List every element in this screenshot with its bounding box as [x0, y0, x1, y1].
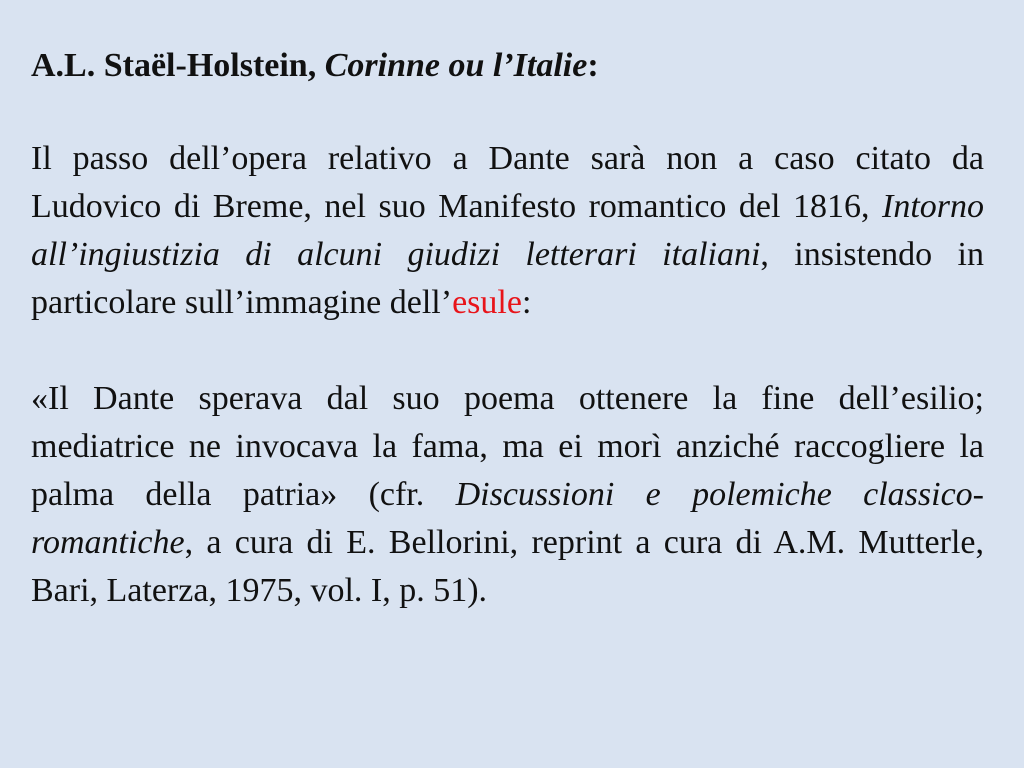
title-work: Corinne ou l’Italie: [324, 47, 588, 84]
slide-title: [31, 44, 984, 88]
paragraph1-text-b: , insistendo in particolare sull’immagine dell’: [31, 236, 984, 321]
quote-italic-source: Discussioni e polemiche classico-romantiche: [31, 476, 984, 561]
title-author: A.L. Staël-Holstein,: [31, 47, 317, 84]
paragraph1-text-a: Il passo dell’opera relativo a Dante sarà non a caso citato da Ludovico di Breme, nel suo Manifesto romantico del 1816,: [31, 140, 984, 225]
paragraph1-italic-title: Intorno all’ingiustizia di alcuni giudizi letterari italiani: [31, 188, 984, 273]
quote-text: «Il Dante sperava dal suo poema ottenere la fine dell’esilio; mediatrice ne invocava la fama, ma ei morì anziché raccogliere la palma della patria» (cfr.: [31, 380, 984, 513]
paragraph1-text-c: :: [521, 284, 532, 321]
highlight-esule: esule: [452, 284, 522, 321]
quote-citation: , a cura di E. Bellorini, reprint a cura di A.M. Mutterle, Bari, Laterza, 1975, vol. I, p. 51).: [31, 524, 984, 609]
paragraph-quote: [31, 375, 984, 615]
title-colon: :: [587, 47, 599, 84]
paragraph-dante-passage: [31, 135, 984, 327]
